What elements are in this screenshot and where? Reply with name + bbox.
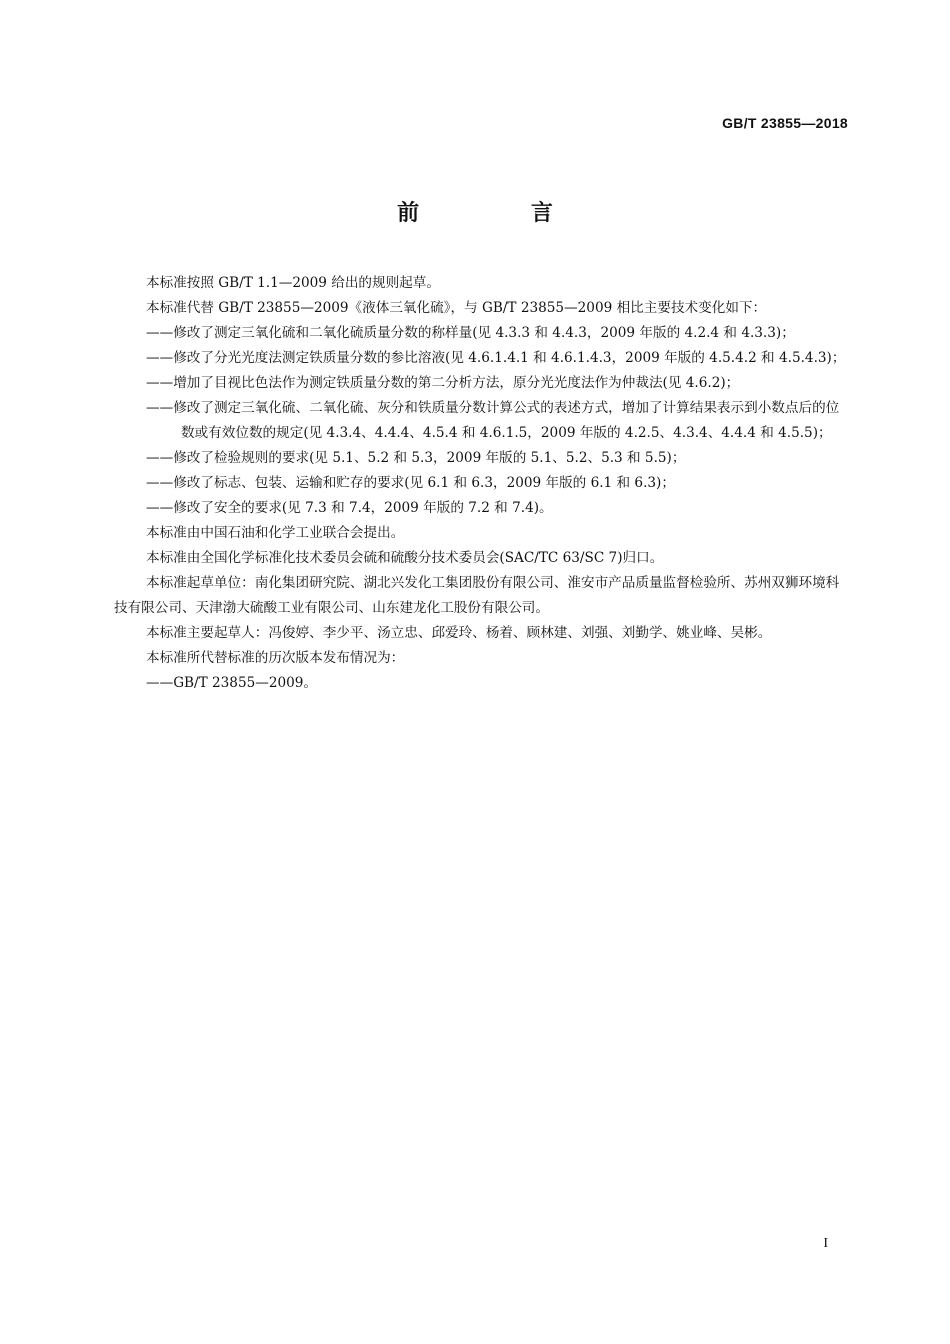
paragraph-drafting-units: 本标准起草单位：南化集团研究院、湖北兴发化工集团股份有限公司、淮安市产品质量监督检验所、苏州双狮环境科技有限公司、天津渤大硫酸工业有限公司、山东建龙化工股份有限公司。 [114,575,840,616]
page-title: 前 言 [397,201,605,226]
change-item: ——修改了标志、包装、运输和贮存的要求(见 6.1 和 6.3，2009 年版的 6.1 和 6.3)； [146,475,675,491]
foreword-body [114,271,851,696]
history-item: ——GB/T 23855—2009。 [146,675,318,691]
paragraph-history-intro: 本标准所代替标准的历次版本发布情况为： [146,650,405,666]
page-number: I [823,1236,828,1251]
change-item: ——修改了测定三氧化硫和二氧化硫质量分数的称样量(见 4.3.3 和 4.4.3，2009 年版的 4.2.4 和 4.3.3)； [146,325,795,341]
change-item: ——增加了目视比色法作为测定铁质量分数的第二分析方法，原分光光度法作为仲裁法(见 4.6.2)； [146,375,740,391]
paragraph-replacement: 本标准代替 GB/T 23855—2009《液体三氧化硫》，与 GB/T 23855—2009 相比主要技术变化如下： [146,300,767,316]
change-item: ——修改了检验规则的要求(见 5.1、5.2 和 5.3，2009 年版的 5.1、5.2、5.3 和 5.5)； [146,450,686,466]
paragraph-committee: 本标准由全国化学标准化技术委员会硫和硫酸分技术委员会(SAC/TC 63/SC 7)归口。 [146,550,664,566]
change-item: ——修改了测定三氧化硫、二氧化硫、灰分和铁质量分数计算公式的表述方式，增加了计算结果表示到小数点后的位数或有效位数的规定(见 4.3.4、4.4.4、4.5.4 和 4.6.1.5，2009 年版的 4.2.5、4.3.4、4.4.4 和 4.5.5)； [146,400,840,441]
change-item: ——修改了分光光度法测定铁质量分数的参比溶液(见 4.6.1.4.1 和 4.6.1.4.3，2009 年版的 4.5.4.2 和 4.5.4.3)； [146,350,846,366]
standard-code: GB/T 23855—2018 [722,115,848,131]
change-item: ——修改了安全的要求(见 7.3 和 7.4，2009 年版的 7.2 和 7.4)。 [146,500,553,516]
paragraph-drafters: 本标准主要起草人：冯俊婷、李少平、汤立忠、邱爱玲、杨着、顾林建、刘强、刘勤学、姚业峰、吴彬。 [146,625,772,641]
paragraph-proposer: 本标准由中国石油和化学工业联合会提出。 [146,525,405,541]
paragraph-drafting-rule: 本标准按照 GB/T 1.1—2009 给出的规则起草。 [146,275,440,291]
